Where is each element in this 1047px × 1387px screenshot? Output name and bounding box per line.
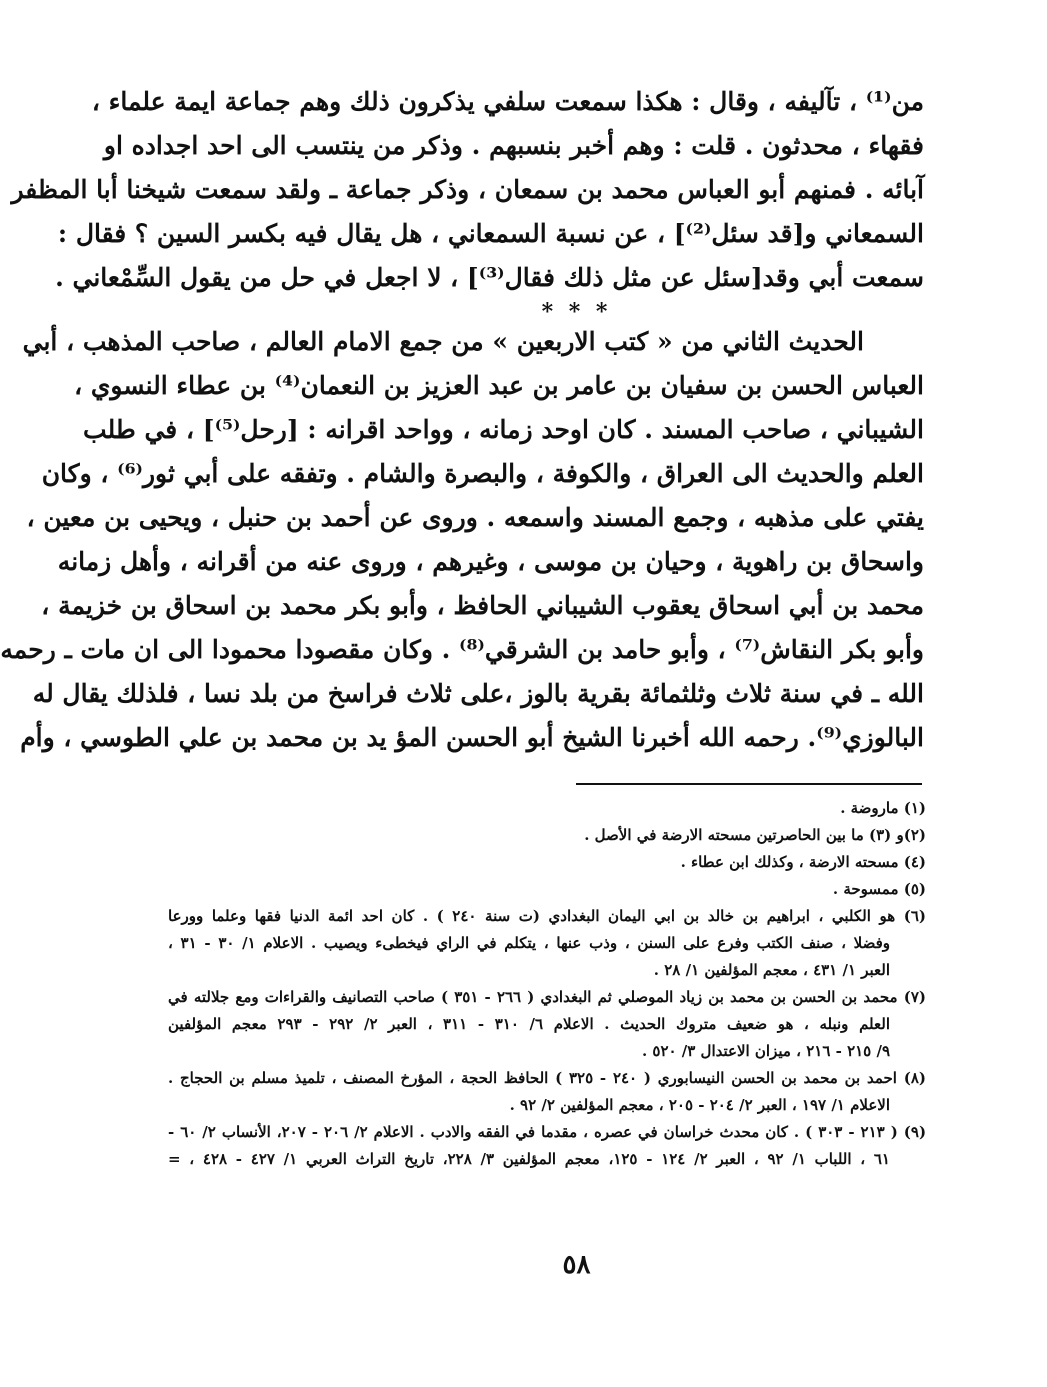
second-text-block	[0, 320, 924, 760]
text-line: من⁽¹⁾ ، تآليفه ، وقال : هكذا سمعت سلفي يذكرون ذلك وهم جماعة ايمة علماء ،	[91, 87, 924, 116]
text-line: آبائه . فمنهم أبو العباس محمد بن سمعان ، وذكر جماعة ـ ولقد سمعت شيخنا أبا المظفر	[11, 175, 924, 204]
footnote-line: (٧) محمد بن الحسن بن محمد بن زياد الموصلي ثم البغدادي ( ٢٦٦ - ٣٥١ ) صاحب التصانيف والقراءات ومع جلالته في	[168, 988, 927, 1006]
text-line: يفتي على مذهبه ، وجمع المسند واسمعه . وروى عن أحمد بن حنبل ، ويحيى بن معين ،	[26, 503, 924, 532]
footnote-line: (٢)و (٣) ما بين الحاصرتين مسحته الارضة في الأصل .	[584, 826, 926, 844]
footnotes-block	[168, 795, 926, 1173]
footnote-line: (٨) احمد بن محمد بن الحسن النيسابوري ( ٢٤٠ - ٣٢٥ ) الحافظ الحجة ، المؤرخ المصنف ، تلميذ مسلم بن الحجاج .	[168, 1069, 927, 1087]
footnote-line: الاعلام ١/ ١٩٧ ، العبر ٢/ ٢٠٤ - ٢٠٥ ، معجم المؤلفين ٢/ ٩٢ .	[509, 1096, 890, 1114]
text-line: محمد بن أبي اسحاق يعقوب الشيباني الحافظ ، وأبو بكر محمد بن اسحاق بن خزيمة ،	[41, 591, 924, 620]
main-text-block	[11, 80, 924, 300]
footnote-line: وفضلا ، صنف الكتب وفرع على السنن ، وذب عنها ، يتكلم في الراي فيخطىء ويصيب . الاعلام ١/ ٣٠ - ٣١ ،	[168, 934, 890, 952]
text-line: السمعاني و[قد سئل⁽²⁾] ، عن نسبة السمعاني ، هل يقال فيه بكسر السين ؟ فقال :	[57, 219, 924, 248]
footnote-divider	[576, 783, 922, 785]
footnote-line: (١) ماروضة .	[840, 799, 926, 817]
text-line: فقهاء ، محدثون . قلت : وهم أخبر بنسبهم . وذكر من ينتسب الى احد اجداده او	[103, 131, 924, 160]
text-line: الشيباني ، صاحب المسند . كان اوحد زمانه ، وواحد اقرانه : [رحل⁽⁵⁾] ، في طلب	[83, 415, 924, 444]
footnote-line: ٦١ ، اللباب ١/ ٩٢ ، العبر ٢/ ١٢٤ - ١٢٥، معجم المؤلفين ٣/ ٢٢٨، تاريخ التراث العربي ١/ ٤٢٧ - ٤٢٨ ، =	[168, 1150, 890, 1168]
page-number: ٥٨	[562, 1250, 591, 1280]
footnote-line: العبر ١/ ٤٣١ ، معجم المؤلفين ١/ ٢٨ .	[653, 961, 890, 979]
text-line: الحديث الثاني من « كتب الاربعين » من جمع الامام العالم ، صاحب المذهب ، أبي	[22, 327, 864, 356]
section-separator: * * *	[541, 299, 612, 325]
text-line: وأبو بكر النقاش⁽⁷⁾ ، وأبو حامد بن الشرقي⁽⁸⁾ . وكان مقصودا محمودا الى ان مات ـ رحمه	[0, 635, 924, 664]
footnote-line: (٥) ممسوحة .	[832, 880, 926, 898]
text-line: العباس الحسن بن سفيان بن عامر بن عبد العزيز بن النعمان⁽⁴⁾ بن عطاء النسوي ،	[74, 371, 924, 400]
text-line: البالوزي⁽⁹⁾. رحمه الله أخبرنا الشيخ أبو الحسن المؤ يد بن محمد بن علي الطوسي ، وأم	[20, 723, 924, 752]
footnote-line: (٩) ( ٢١٣ - ٣٠٣ ) . كان محدث خراسان في عصره ، مقدما في الفقه والادب . الاعلام ٢/ ٢٠٦ - ٢٠٧، الأنساب ٢/ ٦٠ -	[168, 1123, 927, 1141]
footnote-line: ٩/ ٢١٥ - ٢١٦ ، ميزان الاعتدال ٣/ ٥٢٠ .	[641, 1042, 890, 1060]
footnote-line: العلم ونبله ، هو ضعيف متروك الحديث . الاعلام ٦/ ٣١٠ - ٣١١ ، العبر ٢/ ٢٩٢ - ٢٩٣ معجم المؤلفين	[168, 1015, 890, 1033]
text-line: العلم والحديث الى العراق ، والكوفة ، والبصرة والشام . وتفقه على أبي ثور⁽⁶⁾ ، وكان	[41, 459, 924, 488]
text-line: الله ـ في سنة ثلاث وثلثمائة بقرية بالوز ،على ثلاث فراسخ من بلد نسا ، فلذلك يقال له	[32, 679, 924, 708]
footnote-line: (٤) مسحته الارضة ، وكذلك ابن عطاء .	[680, 853, 926, 871]
text-line: سمعت أبي وقد[سئل عن مثل ذلك فقال⁽³⁾] ، لا اجعل في حل من يقول السِّمْعاني .	[55, 263, 924, 292]
text-line: واسحاق بن راهوية ، وحيان بن موسى ، وغيرهم ، وروى عنه من أقرانه ، وأهل زمانه	[57, 547, 924, 576]
footnote-line: (٦) هو الكلبي ، ابراهيم بن خالد بن ابي اليمان البغدادي (ت سنة ٢٤٠ ) . كان احد ائمة الدنيا فقها وعلما وورعا	[168, 907, 926, 925]
